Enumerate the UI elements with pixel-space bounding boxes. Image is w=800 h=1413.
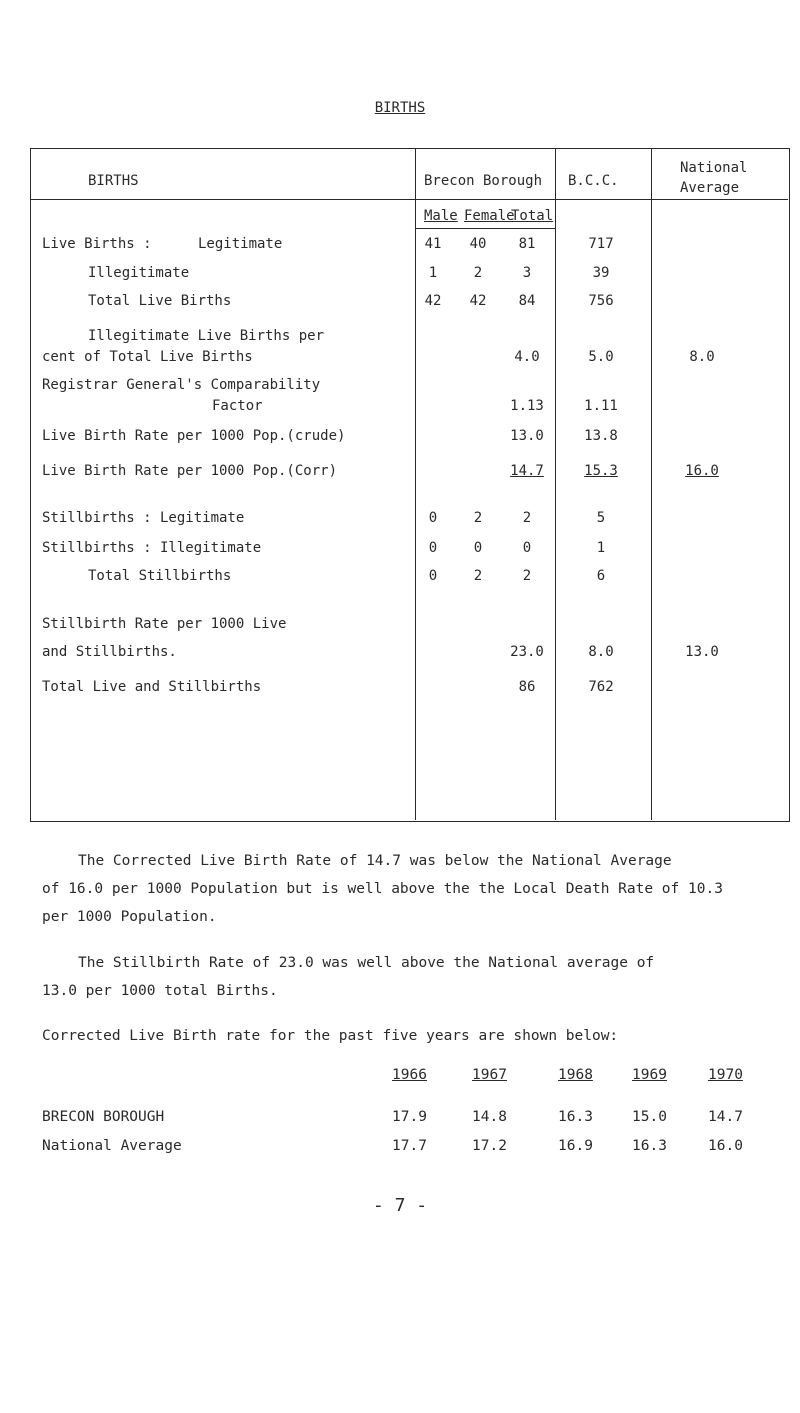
row-label: Stillbirths : Illegitimate — [42, 540, 262, 556]
trend-year: 1966 — [392, 1067, 427, 1083]
column-divider-national — [651, 148, 652, 820]
row-label: Total Live Births — [88, 293, 232, 309]
row-label: Stillbirths : Legitimate — [42, 510, 245, 526]
cell-bcc: 13.8 — [584, 428, 618, 444]
subheader-divider — [415, 228, 555, 229]
cell-national: 16.0 — [685, 463, 719, 479]
trend-value: 16.3 — [632, 1138, 667, 1154]
cell-bcc: 8.0 — [588, 644, 614, 660]
paragraph-2-line-1: The Stillbirth Rate of 23.0 was well above the National average of — [78, 955, 655, 971]
trend-value: 16.3 — [558, 1109, 593, 1125]
cell-bcc: 1 — [596, 540, 606, 556]
page-number: - 7 - — [372, 1195, 428, 1216]
cell-female: 2 — [473, 510, 483, 526]
cell-bcc: 756 — [588, 293, 614, 309]
cell-female: 42 — [469, 293, 487, 309]
paragraph-1-line-3: per 1000 Population. — [42, 909, 217, 925]
cell-female: 0 — [473, 540, 483, 556]
cell-bcc: 6 — [596, 568, 606, 584]
trend-value: 16.0 — [708, 1138, 743, 1154]
cell-bcc: 1.11 — [584, 398, 618, 414]
trend-value: 15.0 — [632, 1109, 667, 1125]
trend-value: 14.8 — [472, 1109, 507, 1125]
trend-year: 1967 — [472, 1067, 507, 1083]
cell-female: 2 — [473, 568, 483, 584]
cell-male: 0 — [428, 510, 438, 526]
paragraph-2-line-2: 13.0 per 1000 total Births. — [42, 983, 278, 999]
cell-bcc: 762 — [588, 679, 614, 695]
trend-row-label: National Average — [42, 1138, 182, 1154]
trend-value: 17.9 — [392, 1109, 427, 1125]
cell-bcc: 5.0 — [588, 349, 614, 365]
row-label-line1: Illegitimate Live Births per — [88, 328, 325, 344]
trend-value: 16.9 — [558, 1138, 593, 1154]
row-label: Live Birth Rate per 1000 Pop.(Corr) — [42, 463, 338, 479]
cell-national: 8.0 — [689, 349, 715, 365]
cell-male: 0 — [428, 568, 438, 584]
cell-male: 41 — [424, 236, 442, 252]
cell-total: 84 — [518, 293, 536, 309]
cell-total: 81 — [518, 236, 536, 252]
cell-bcc: 39 — [592, 265, 610, 281]
header-national-line1: National — [680, 160, 748, 176]
cell-female: 40 — [469, 236, 487, 252]
cell-female: 2 — [473, 265, 483, 281]
cell-total: 2 — [522, 568, 532, 584]
header-brecon-borough: Brecon Borough — [424, 173, 543, 189]
trend-year: 1968 — [558, 1067, 593, 1083]
cell-male: 0 — [428, 540, 438, 556]
cell-total: 4.0 — [514, 349, 540, 365]
cell-bcc: 717 — [588, 236, 614, 252]
cell-national: 13.0 — [685, 644, 719, 660]
row-label-line2: cent of Total Live Births — [42, 349, 253, 365]
trend-value: 17.2 — [472, 1138, 507, 1154]
cell-total: 13.0 — [510, 428, 544, 444]
paragraph-1-line-1: The Corrected Live Birth Rate of 14.7 was below the National Average — [78, 853, 672, 869]
trend-year: 1970 — [708, 1067, 743, 1083]
cell-total: 14.7 — [510, 463, 544, 479]
subheader-female: Female — [464, 208, 515, 224]
cell-bcc: 15.3 — [584, 463, 618, 479]
trend-value: 14.7 — [708, 1109, 743, 1125]
subheader-total: Total — [511, 208, 554, 224]
cell-male: 1 — [428, 265, 438, 281]
row-label-line1: Registrar General's Comparability — [42, 377, 321, 393]
trend-year: 1969 — [632, 1067, 667, 1083]
row-label-line2: Factor — [212, 398, 263, 414]
cell-total: 1.13 — [510, 398, 544, 414]
cell-total: 2 — [522, 510, 532, 526]
column-divider-bcc — [555, 148, 556, 820]
trend-value: 17.7 — [392, 1138, 427, 1154]
header-divider — [30, 199, 788, 200]
cell-male: 42 — [424, 293, 442, 309]
cell-total: 86 — [518, 679, 536, 695]
trend-row-label: BRECON BOROUGH — [42, 1109, 165, 1125]
row-label-line1: Stillbirth Rate per 1000 Live — [42, 616, 287, 632]
cell-total: 0 — [522, 540, 532, 556]
row-label: Live Births : — [42, 236, 152, 252]
subheader-male: Male — [424, 208, 458, 224]
row-label: Total Live and Stillbirths — [42, 679, 262, 695]
row-label: Illegitimate — [88, 265, 190, 281]
cell-bcc: 5 — [596, 510, 606, 526]
cell-total: 3 — [522, 265, 532, 281]
paragraph-1-line-2: of 16.0 per 1000 Population but is well above the the Local Death Rate of 10.3 — [42, 881, 723, 897]
header-bcc: B.C.C. — [568, 173, 619, 189]
row-label: Total Stillbirths — [88, 568, 232, 584]
cell-total: 23.0 — [510, 644, 544, 660]
page-title: BIRTHS — [374, 100, 426, 116]
row-label-line2: and Stillbirths. — [42, 644, 177, 660]
header-births: BIRTHS — [88, 173, 139, 189]
paragraph-3: Corrected Live Birth rate for the past five years are shown below: — [42, 1028, 619, 1044]
header-national-line2: Average — [680, 180, 740, 196]
row-label: Live Birth Rate per 1000 Pop.(crude) — [42, 428, 346, 444]
row-sublabel: Legitimate — [198, 236, 283, 252]
